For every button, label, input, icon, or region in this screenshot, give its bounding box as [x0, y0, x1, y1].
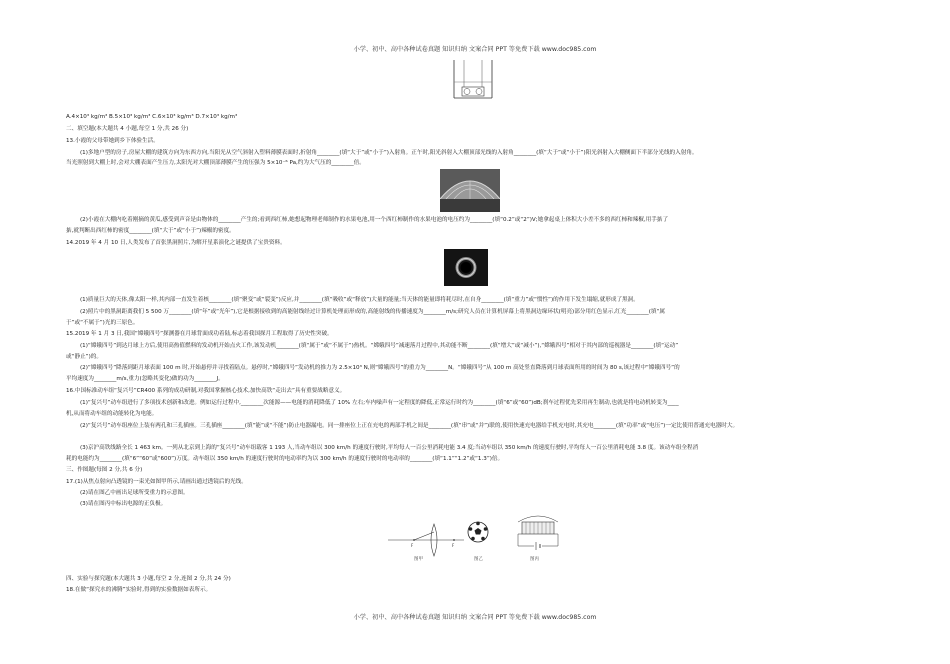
q17-part3: (3)请在图丙中标出电源的正负极。	[80, 501, 167, 507]
caption-jia: 图甲	[414, 557, 423, 562]
football-figure	[466, 520, 490, 544]
q13-part2-line2: 掂,就判断出西红柿的密度________(填“大于”或“小于”)辣椒的密度。	[66, 228, 235, 234]
q15-part2-line1: (2)“嫦娥四号”降落到距月球表面 100 m 时,开始悬停并寻找着陆点。悬停时,“嫦娥四号”发动机的推力为 2.5×10³ N,则“嫦娥四号”的重力为________N。“嫦娥四号”从 100 m 高处竖直降落到月球表面所用的时间为 80 s,该过程中“嫦娥四号”的	[80, 365, 680, 371]
q15-stem: 15.2019 年 1 月 3 日,我国“嫦娥四号”探测器在月球背面成功着陆,标志着我国探月工程取得了历史性突破。	[66, 331, 333, 337]
q15-part2-line2: 平均速度为________m/s,重力(忽略其变化)做的功为________J。	[66, 376, 224, 382]
svg-text:F: F	[411, 543, 414, 548]
q16-part1-line2: 机,从而将动车组的动能转化为电能。	[66, 411, 158, 417]
lens-figure	[386, 520, 466, 560]
q14-part2-line1: (2)照片中的黑洞距离我们 5 500 万________(填“年”或“光年”),它是根据接收到的高能射线经过计算机处理而形成的,高能射线的传播速度为________m/s;研究人员在计算机屏幕上将黑洞边缘环状(明亮)部分用红色显示,红光________(填“属	[80, 309, 665, 315]
greenhouse-photo	[440, 169, 500, 212]
q14-stem: 14.2019 年 4 月 10 日,人类发布了首张黑洞照片,为解开星系演化之谜提供了宝贵资料。	[66, 240, 286, 246]
caption-yi: 图乙	[474, 557, 483, 562]
q12-options: A.4×10³ kg/m³ B.5×10³ kg/m³ C.6×10³ kg/m³ D.7×10³ kg/m³	[66, 114, 238, 120]
q16-part3-line1: (3)京沪高铁线路全长 1 463 km。一列从北京到上海的“复兴号”动车组载客 1 193 人,当动车组以 300 km/h 的速度行驶时,平均每人一百公里消耗电能 3.4 度;当动车组以 350 km/h 的速度行驶时,平均每人一百公里消耗电能 3.8 度。该动车组全程消	[80, 445, 699, 451]
black-hole-photo	[444, 249, 488, 286]
q15-part1-line1: (1)“嫦娥四号”到达月球上方后,使用高热值燃料的发动机开始点火工作,该发动机________(填“属于”或“不属于”)热机。“嫦娥四号”减速落月过程中,其动能不断________(填“增大”或“减小”),“嫦娥四号”相对于其内部的巡视器是________(填“运动”	[80, 343, 679, 349]
svg-text:F: F	[452, 543, 455, 548]
q13-stem: 13.小霞的父母带她到乡下体验生活。	[66, 138, 159, 144]
q13-part1-line2: 当光照射到大棚上时,会对大棚表面产生压力,太阳光对大棚顶部薄膜产生的压强为 5×10⁻⁶ Pa,约为大气压的________倍。	[66, 160, 365, 166]
caption-bing: 图丙	[530, 557, 539, 562]
q16-part2: (2)“复兴号”动车组座位上装有两孔和三孔插座。三孔插座________(填“能”或“不能”)防止电器漏电。同一排座位上正在充电的两部手机之间是________(填“串”或“并”)联的,使用快速充电器给手机充电时,其充电________(填“功率”或“电压”)一定比使用普通充电器时大。	[80, 423, 739, 429]
q13-part2-line1: (2)小霞在大棚内吃着刚摘的黄瓜,感受到声音是由物体的________产生的;看到西红柿,她想起物理老师制作的水果电池,用一个西红柿制作的水果电池的电压约为________(填“0.2”或“2”)V;她拿起桌上体积大小差不多的西红柿和辣椒,用手掂了	[80, 217, 669, 223]
q14-part2-line2: 于”或“不属于”)光的三原色。	[66, 320, 139, 326]
q15-part1-line2: 或“静止”)的。	[66, 354, 102, 360]
q14-part1: (1)质量巨大的天体,像太阳一样,其内部一直发生着核________(填“聚变”或“裂变”)反应,并________(填“吸收”或“释放”)大量的能量;当天体的能量即将耗尽时,在自身________(填“重力”或“惯性”)的作用下发生塌缩,就形成了黑洞。	[80, 297, 639, 303]
q17-part2: (2)请在图乙中画出足球所受重力的示意图。	[80, 490, 189, 496]
beaker-figure	[448, 58, 498, 102]
solenoid-figure	[508, 512, 568, 552]
q13-part1-line1: (1)多地户型的房子,房屋大棚的建筑方向为东西方向,当阳光从空气斜射入塑料薄膜表面时,折射角________(填“大于”或“小于”)入射角。正午时,阳光斜射入大棚顶部光线的入射角________(填“大于”或“小于”)阳光斜射入大棚侧面下半部分光线的入射角。	[80, 150, 698, 156]
section-2-title: 二、填空题(本大题共 4 小题,每空 1 分,共 26 分)	[66, 126, 189, 132]
q16-part1-line1: (1)“复兴号”动车组进行了多项技术创新和改进。例如运行过程中,________次能源——电能的消耗降低了 10% 左右;车内噪声有一定程度的降低,正常运行时约为________(填“6”或“60”)dB;刹车过程优先采用再生制动,也就是将电动机转变为____	[80, 400, 679, 406]
page-footer: 小学、初中、高中各种试卷真题 知识归纳 文案合同 PPT 等免费下载 www.doc985.com	[353, 614, 597, 621]
page-header: 小学、初中、高中各种试卷真题 知识归纳 文案合同 PPT 等免费下载 www.doc985.com	[353, 46, 597, 53]
section-4-title: 四、实验与探究题(本大题共 3 小题,每空 2 分,连图 2 分,共 24 分)	[66, 576, 231, 582]
q18-stem: 18.在做“探究水的沸腾”实验时,得到的实验数据如表所示。	[66, 587, 212, 593]
q16-part3-line2: 耗的电能约为________(填“6”“60”或“600”)万度。动车组以 350 km/h 的速度行驶时的电动率约为以 300 km/h 的速度行驶时的电动率的________(填“1.1”“1.2”或“1.3”)倍。	[66, 456, 504, 462]
q17-part1: 17.(1)从焦点射向凸透镜的一束光如图甲所示,请画出通过透镜后的光线。	[66, 479, 247, 485]
section-3-title: 三、作图题(每图 2 分,共 6 分)	[66, 467, 143, 473]
q16-stem: 16.中国标准动车组“复兴号”CR400 系列的成功研制,对我国掌握核心技术,加快高铁“走出去”具有重要战略意义。	[66, 388, 346, 394]
